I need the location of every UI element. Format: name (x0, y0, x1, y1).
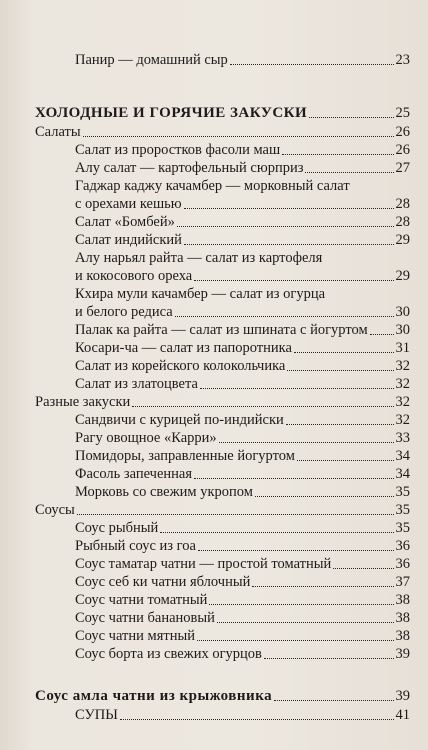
entry-title: Салат индийский (75, 232, 182, 248)
entry-page: 26 (395, 124, 410, 140)
entry-page: 28 (395, 196, 410, 212)
toc-subsection (35, 123, 410, 141)
leader-dots (333, 568, 393, 569)
entry-page: 29 (395, 232, 410, 248)
toc-subsection (35, 501, 410, 519)
leader-dots (305, 172, 393, 173)
leader-dots (120, 719, 394, 720)
entry-title: Палак ка райта — салат из шпината с йогуртом (75, 322, 368, 338)
leader-dots (309, 117, 393, 118)
entry-page: 39 (395, 646, 410, 662)
entry-title: Рыбный соус из гоа (75, 538, 196, 554)
entry-page: 37 (395, 574, 410, 590)
toc-entry (75, 339, 410, 357)
toc-subsection (35, 393, 410, 411)
entry-title: Соус себ ки чатни яблочный (75, 574, 251, 590)
entry-page: 31 (395, 340, 410, 356)
toc-entry (75, 573, 410, 591)
entry-page: 32 (395, 412, 410, 428)
entry-page: 30 (395, 322, 410, 338)
entry-title: Салат из златоцвета (75, 376, 198, 392)
leader-dots (255, 496, 394, 497)
entry-title: Морковь со свежим укропом (75, 484, 253, 500)
entry-page: 36 (395, 538, 410, 554)
entry-title: Рагу овощное «Карри» (75, 430, 217, 446)
leader-dots (209, 604, 393, 605)
entry-page: 34 (395, 448, 410, 464)
toc-entry (75, 429, 410, 447)
entry-title: Соус борта из свежих огурцов (75, 646, 262, 662)
entry-title-line: Кхира мули качамбер — салат из огурца (75, 286, 326, 302)
leader-dots (184, 244, 394, 245)
subsection-title: Салаты (35, 124, 81, 140)
leader-dots (197, 640, 394, 641)
toc-entry (75, 141, 410, 159)
toc-entry (75, 357, 410, 375)
toc-entry (75, 51, 410, 69)
subsection-title: Разные закуски (35, 394, 131, 410)
entry-title: Соус таматар чатни — простой томатный (75, 556, 332, 572)
entry-page: 25 (395, 105, 410, 121)
entry-page: 38 (395, 592, 410, 608)
leader-dots (252, 586, 393, 587)
entry-page: 28 (395, 214, 410, 230)
toc-entry (75, 195, 410, 213)
toc-entry (75, 303, 410, 321)
entry-title: Соус рыбный (75, 520, 159, 536)
toc-entry (75, 321, 410, 339)
leader-dots (198, 550, 394, 551)
entry-title: Соус чатни банановый (75, 610, 215, 626)
leader-dots (282, 154, 393, 155)
leader-dots (294, 352, 394, 353)
leader-dots (184, 208, 394, 209)
leader-dots (132, 406, 393, 407)
leader-dots (219, 442, 394, 443)
entry-title: с орехами кешью (75, 196, 182, 212)
toc-entry (75, 519, 410, 537)
leader-dots (264, 658, 394, 659)
toc-entry (75, 231, 410, 249)
entry-page: 27 (395, 160, 410, 176)
toc-entry (75, 447, 410, 465)
entry-page: 36 (395, 556, 410, 572)
leader-dots (77, 514, 394, 515)
leader-dots (274, 700, 393, 701)
leader-dots (200, 388, 394, 389)
toc-entry (75, 213, 410, 231)
entry-page: 23 (395, 52, 410, 68)
leader-dots (287, 370, 393, 371)
entry-page: 30 (395, 304, 410, 320)
toc-entry (75, 555, 410, 573)
toc-entry (75, 537, 410, 555)
entry-title: Панир — домашний сыр (75, 52, 228, 68)
entry-title: и белого редиса (75, 304, 173, 320)
leader-dots (175, 316, 394, 317)
entry-title: и кокосового ореха (75, 268, 193, 284)
leader-dots (194, 280, 393, 281)
toc-entry (75, 267, 410, 285)
entry-page: 35 (395, 502, 410, 518)
leader-dots (286, 424, 394, 425)
entry-page: 32 (395, 394, 410, 410)
leader-dots (83, 136, 394, 137)
entry-page: 26 (395, 142, 410, 158)
entry-page: 29 (395, 268, 410, 284)
entry-title-line: Алу нарьял райта — салат из картофеля (75, 250, 323, 266)
entry-title: Фасоль запеченная (75, 466, 193, 482)
entry-page: 34 (395, 466, 410, 482)
toc-entry (75, 411, 410, 429)
entry-title: Косари-ча — салат из папоротника (75, 340, 292, 356)
subsection-title: Соусы (35, 502, 75, 518)
toc-entry (75, 591, 410, 609)
toc-entry (75, 645, 410, 663)
section-title: ХОЛОДНЫЕ И ГОРЯЧИЕ ЗАКУСКИ (35, 105, 308, 121)
section-title: Соус амла чатни из крыжовника (35, 688, 273, 704)
entry-page: 32 (395, 376, 410, 392)
leader-dots (297, 460, 394, 461)
entry-title-line: Гаджар каджу качамбер — морковный салат (75, 178, 350, 194)
entry-title: Салат из корейского колокольчика (75, 358, 286, 374)
leader-dots (160, 532, 393, 533)
entry-page: 35 (395, 484, 410, 500)
toc-entry (75, 483, 410, 501)
toc-section (35, 104, 410, 122)
entry-title: Соус чатни мятный (75, 628, 195, 644)
entry-page: 33 (395, 430, 410, 446)
entry-page: 39 (395, 688, 410, 704)
entry-title: Соус чатни томатный (75, 592, 208, 608)
leader-dots (177, 226, 394, 227)
entry-page: 38 (395, 610, 410, 626)
toc-entry (75, 627, 410, 645)
toc-section (35, 687, 410, 705)
entry-title: Салат «Бомбей» (75, 214, 175, 230)
leader-dots (370, 334, 394, 335)
entry-title: Помидоры, заправленные йогуртом (75, 448, 295, 464)
leader-dots (194, 478, 393, 479)
toc-entry (75, 609, 410, 627)
toc-entry (75, 375, 410, 393)
entry-title: Салат из проростков фасоли маш (75, 142, 281, 158)
entry-page: 32 (395, 358, 410, 374)
toc-entry (75, 465, 410, 483)
toc-entry (75, 706, 410, 724)
entry-title: СУПЫ (75, 707, 118, 723)
leader-dots (217, 622, 394, 623)
entry-title: Сандвичи с курицей по-индийски (75, 412, 284, 428)
entry-title: Алу салат — картофельный сюрприз (75, 160, 304, 176)
entry-page: 38 (395, 628, 410, 644)
toc-entry (75, 159, 410, 177)
leader-dots (230, 64, 394, 65)
entry-page: 35 (395, 520, 410, 536)
entry-page: 41 (395, 707, 410, 723)
